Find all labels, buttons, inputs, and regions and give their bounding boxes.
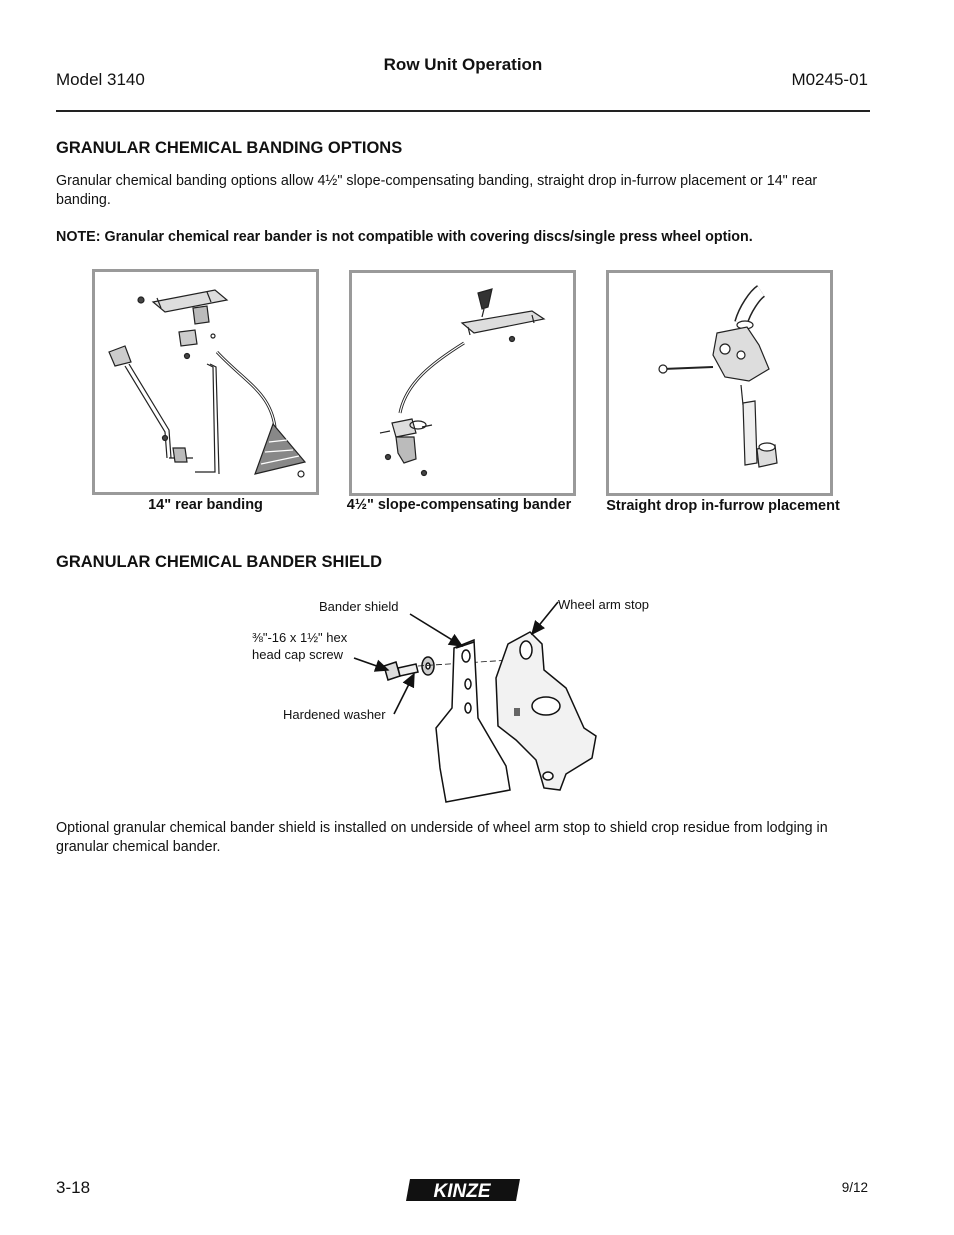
leader-hex-screw — [354, 658, 388, 670]
document-number: M0245-01 — [791, 70, 868, 89]
slope-bander-illustration — [352, 273, 573, 493]
banding-options-paragraph: Granular chemical banding options allow 4½" slope-compensating banding, straight drop in-furrow placement or 14" rear banding. — [56, 173, 818, 208]
figure-slope-compensating-bander — [349, 270, 576, 496]
heading-banding-options: GRANULAR CHEMICAL BANDING OPTIONS — [56, 139, 403, 157]
header-divider — [56, 110, 870, 112]
compatibility-note: NOTE: Granular chemical rear bander is not compatible with covering discs/single press wheel option. — [56, 229, 753, 245]
callout-hex-screw-line2: head cap screw — [252, 647, 344, 662]
kinze-logo — [404, 1177, 522, 1203]
caption-straight-drop: Straight drop in-furrow placement — [606, 498, 840, 514]
leader-bander-shield — [410, 614, 462, 646]
model-label: Model 3140 — [56, 70, 145, 89]
callout-wheel-arm-stop: Wheel arm stop — [558, 597, 650, 612]
kinze-logo-text: KINZE — [433, 1181, 491, 1202]
heading-bander-shield: GRANULAR CHEMICAL BANDER SHIELD — [56, 553, 383, 571]
figure-straight-drop — [606, 270, 833, 496]
caption-rear-banding: 14" rear banding — [148, 497, 263, 513]
kinze-logo-icon — [404, 1177, 522, 1203]
callout-hardened-washer: Hardened washer — [283, 707, 386, 722]
section-title: Row Unit Operation — [383, 55, 543, 74]
revision-date: 9/12 — [841, 1180, 868, 1195]
leader-hardened-washer — [394, 674, 414, 714]
bander-shield-paragraph: Optional granular chemical bander shield is installed on underside of wheel arm stop to shield crop residue from lodging in granular chemical bander. — [56, 820, 828, 855]
rear-banding-illustration — [95, 272, 316, 492]
leader-wheel-arm-stop — [532, 602, 558, 634]
page-number: 3-18 — [56, 1178, 91, 1197]
caption-slope-compensating-bander: 4½" slope-compensating bander — [346, 497, 572, 513]
straight-drop-illustration — [609, 273, 830, 493]
callout-hex-screw-line1: ⅜"-16 x 1½" hex — [252, 630, 348, 645]
callout-bander-shield: Bander shield — [319, 599, 399, 614]
figure-rear-banding — [92, 269, 319, 495]
